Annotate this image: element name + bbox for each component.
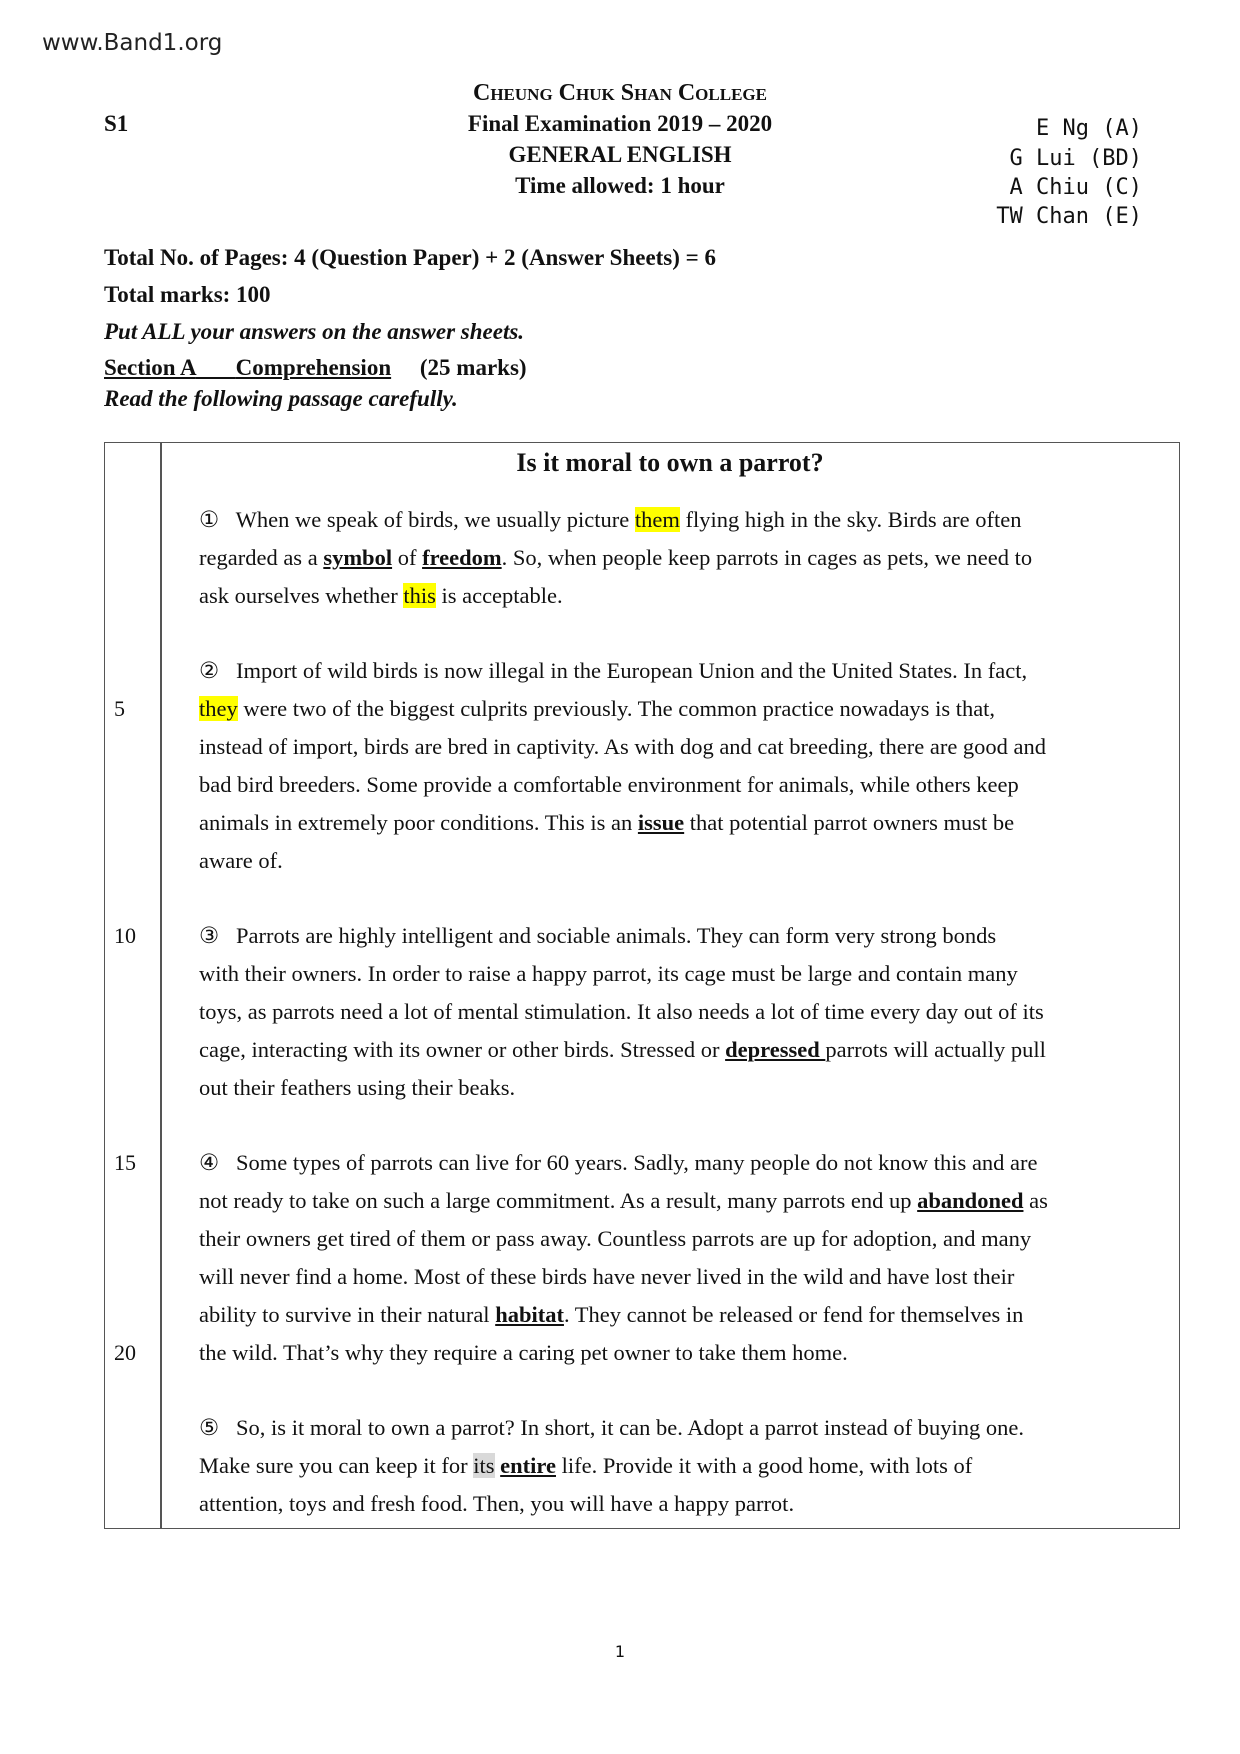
line-number-divider: [160, 442, 162, 1529]
text-segment: instead of import, birds are bred in captivity. As with dog and cat breeding, there are good and: [199, 734, 1047, 759]
text-segment: aware of.: [199, 848, 283, 873]
teacher: TW Chan (E): [996, 204, 1142, 229]
passage-line: [199, 844, 283, 878]
text-segment: ② Import of wild birds is now illegal in the European Union and the United States. In fact,: [199, 658, 1028, 683]
vocab-word: symbol: [323, 545, 393, 570]
passage-line: [199, 1146, 1038, 1180]
vocab-word: abandoned: [917, 1188, 1024, 1213]
total-pages: Total No. of Pages: 4 (Question Paper) + 2 (Answer Sheets) = 6: [104, 245, 717, 270]
section-marks: (25 marks): [419, 355, 527, 380]
text-segment: regarded as a: [199, 545, 324, 570]
text-segment: as: [1023, 1188, 1048, 1213]
page-number: 1: [614, 1642, 626, 1661]
passage-line: [199, 654, 1027, 688]
teacher: G Lui (BD): [1009, 146, 1142, 171]
text-segment: ask ourselves whether: [199, 583, 404, 608]
text-segment: ⑤ So, is it moral to own a parrot? In short, it can be. Adopt a parrot instead of buying one.: [199, 1415, 1025, 1440]
text-segment: life. Provide it with a good home, with lots of: [555, 1453, 973, 1478]
vocab-word: entire: [500, 1453, 556, 1478]
vocab-word: habitat: [495, 1302, 564, 1327]
highlighted-word: them: [634, 507, 680, 532]
passage-line: [199, 806, 1014, 840]
text-segment: . So, when people keep parrots in cages as pets, we need to: [501, 545, 1033, 570]
passage-title: Is it moral to own a parrot?: [516, 448, 824, 477]
vocab-word: issue: [637, 810, 685, 835]
vocab-word: depressed: [725, 1037, 826, 1062]
line-number: 15: [114, 1150, 136, 1175]
passage-line: [199, 541, 1032, 575]
passage-line: [199, 730, 1046, 764]
section-label: Section A: [104, 355, 196, 380]
text-segment: with their owners. In order to raise a happy parrot, its cage must be large and contain many: [199, 961, 1018, 986]
passage-line: [199, 1487, 794, 1521]
highlighted-word: this: [403, 583, 436, 608]
watermark-url: www.Band1.org: [42, 30, 223, 56]
passage-line: [199, 1336, 848, 1370]
text-segment: attention, toys and fresh food. Then, you will have a happy parrot.: [199, 1491, 795, 1516]
instruction: Put ALL your answers on the answer sheets.: [104, 319, 525, 344]
passage-line: [199, 1071, 515, 1105]
passage-line: [199, 1222, 1031, 1256]
teacher: A Chiu (C): [1009, 175, 1142, 200]
text-segment: cage, interacting with its owner or other birds. Stressed or: [199, 1037, 726, 1062]
text-segment: their owners get tired of them or pass away. Countless parrots are up for adoption, and many: [199, 1226, 1032, 1251]
text-segment: animals in extremely poor conditions. This is an: [199, 810, 638, 835]
passage-line: [199, 919, 996, 953]
passage-line: [199, 1411, 1024, 1445]
section-gap: [195, 355, 235, 380]
passage-line: [199, 1298, 1023, 1332]
text-segment: will never find a home. Most of these birds have never lived in the wild and have lost their: [199, 1264, 1015, 1289]
vocab-word: freedom: [422, 545, 502, 570]
highlighted-word: its: [473, 1453, 495, 1478]
text-segment: the wild. That’s why they require a caring pet owner to take them home.: [199, 1340, 848, 1365]
passage-line: [199, 1449, 972, 1483]
passage-line: [199, 768, 1019, 802]
passage-line: [199, 1033, 1046, 1067]
text-segment: parrots will actually pull: [825, 1037, 1046, 1062]
text-segment: bad bird breeders. Some provide a comfortable environment for animals, while others keep: [199, 772, 1019, 797]
exam-title: Final Examination 2019 – 2020: [467, 111, 773, 136]
line-number: 20: [114, 1340, 136, 1365]
read-instruction: Read the following passage carefully.: [104, 386, 458, 411]
passage-line: [199, 995, 1044, 1029]
passage-line: [199, 692, 995, 726]
highlighted-word: they: [199, 696, 238, 721]
teacher: E Ng (A): [1036, 116, 1142, 141]
passage-line: [199, 1260, 1014, 1294]
total-marks: Total marks: 100: [104, 282, 271, 307]
time-allowed: Time allowed: 1 hour: [515, 173, 725, 198]
text-segment: not ready to take on such a large commitment. As a result, many parrots end up: [199, 1188, 918, 1213]
college-name: Cheung Chuk Shan College: [473, 80, 767, 106]
passage-line: [199, 957, 1018, 991]
line-number: 5: [114, 696, 125, 721]
text-segment: that potential parrot owners must be: [684, 810, 1015, 835]
text-segment: ③ Parrots are highly intelligent and sociable animals. They can form very strong bonds: [199, 923, 997, 948]
text-segment: of: [392, 545, 423, 570]
line-number: 10: [114, 923, 136, 948]
text-segment: out their feathers using their beaks.: [199, 1075, 516, 1100]
text-segment: flying high in the sky. Birds are often: [679, 507, 1022, 532]
text-segment: is acceptable.: [435, 583, 563, 608]
passage-line: [199, 503, 1022, 537]
form-level: S1: [104, 111, 129, 136]
text-segment: Make sure you can keep it for: [199, 1453, 474, 1478]
section-title: Comprehension: [235, 355, 392, 380]
text-segment: . They cannot be released or fend for themselves in: [563, 1302, 1024, 1327]
text-segment: ① When we speak of birds, we usually picture: [199, 507, 635, 532]
section-heading: [104, 355, 527, 381]
subject: GENERAL ENGLISH: [508, 142, 732, 167]
passage-line: [199, 1184, 1048, 1218]
text-segment: ability to survive in their natural: [199, 1302, 496, 1327]
passage-line: [199, 579, 563, 613]
text-segment: toys, as parrots need a lot of mental stimulation. It also needs a lot of time every day out of its: [199, 999, 1044, 1024]
text-segment: ④ Some types of parrots can live for 60 years. Sadly, many people do not know this and are: [199, 1150, 1038, 1175]
text-segment: were two of the biggest culprits previously. The common practice nowadays is that,: [237, 696, 996, 721]
